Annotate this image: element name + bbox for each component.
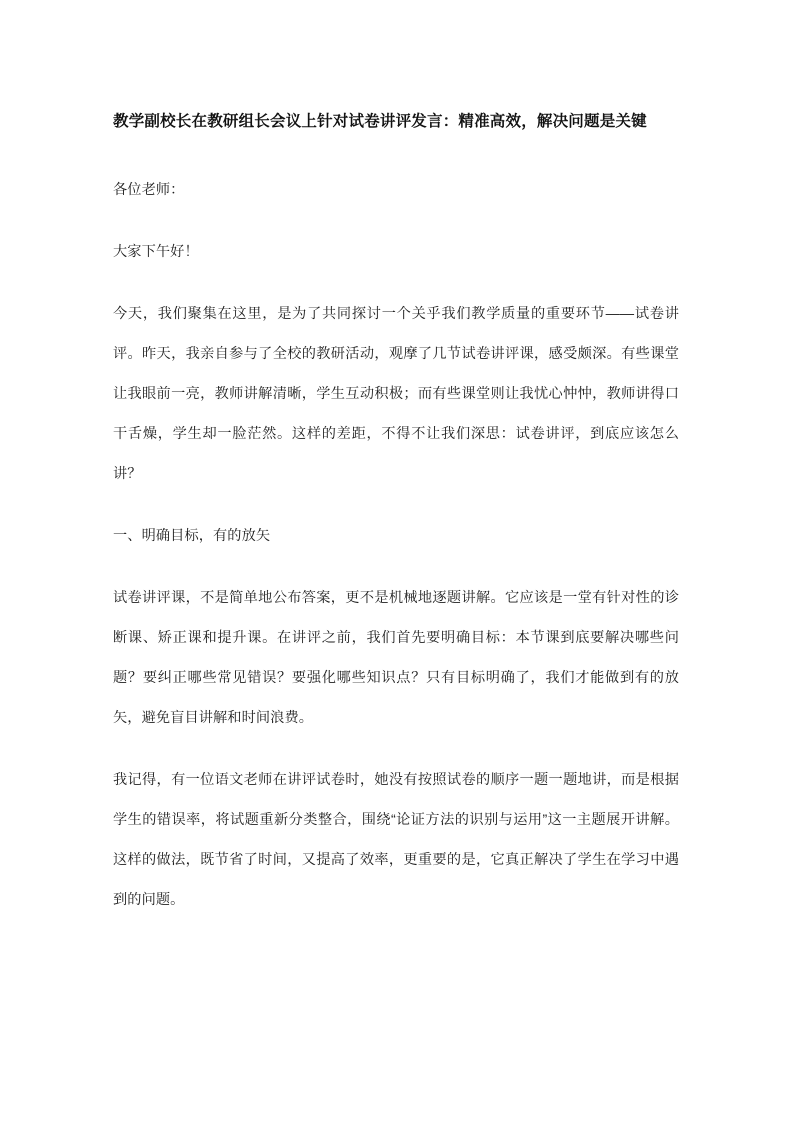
paragraph-example: 我记得，有一位语文老师在讲评试卷时，她没有按照试卷的顺序一题一题地讲，而是根据学生的错误率，将试题重新分类整合，围绕“论证方法的识别与运用”这一主题展开讲解。这样的做法，既节省了时间，又提高了效率，更重要的是，它真正解决了学生在学习中遇到的问题。 — [113, 772, 679, 908]
paragraph-intro: 今天，我们聚集在这里，是为了共同探讨一个关乎我们教学质量的重要环节——试卷讲评。昨天，我亲自参与了全校的教研活动，观摩了几节试卷讲评课，感受颇深。有些课堂让我眼前一亮，教师讲解清晰，学生互动积极；而有些课堂则让我忧心忡忡，教师讲得口干舌燥，学生却一脸茫然。这样的差距，不得不让我们深思：试卷讲评，到底应该怎么讲？ — [113, 306, 679, 482]
section-heading-one: 一、明确目标，有的放矢 — [113, 528, 271, 544]
paragraph-salutation: 各位老师： — [113, 182, 185, 198]
paragraph-section-one-body: 试卷讲评课，不是简单地公布答案，更不是机械地逐题讲解。它应该是一堂有针对性的诊断课、矫正课和提升课。在讲评之前，我们首先要明确目标：本节课到底要解决哪些问题？要纠正哪些常见错误？要强化哪些知识点？只有目标明确了，我们才能做到有的放矢，避免盲目讲解和时间浪费。 — [113, 590, 679, 726]
page-title: 教学副校长在教研组长会议上针对试卷讲评发言：精准高效，解决问题是关键 — [113, 113, 647, 130]
paragraph-greeting: 大家下午好！ — [113, 244, 199, 260]
document-body — [113, 104, 679, 920]
